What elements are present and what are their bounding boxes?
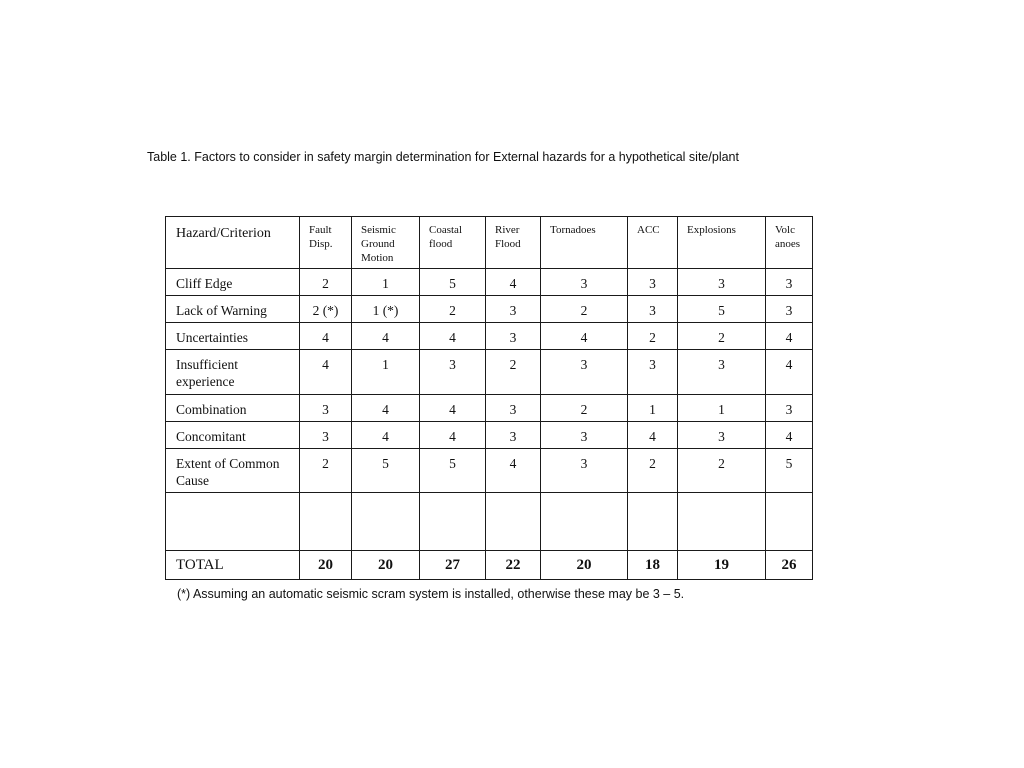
table-cell bbox=[541, 493, 628, 551]
table-cell: 4 bbox=[766, 350, 813, 395]
row-label-line: Combination bbox=[176, 402, 247, 417]
hazard-table bbox=[165, 216, 813, 580]
table-cell: 3 bbox=[628, 269, 678, 296]
table-cell: 4 bbox=[541, 323, 628, 350]
total-label: TOTAL bbox=[166, 551, 300, 580]
header-acc bbox=[628, 217, 678, 269]
header-explosions bbox=[678, 217, 766, 269]
header-label-line: ACC bbox=[637, 224, 660, 236]
header-river-flood bbox=[486, 217, 541, 269]
table-cell: 4 bbox=[766, 323, 813, 350]
header-fault-disp bbox=[300, 217, 352, 269]
table-cell: 3 bbox=[300, 395, 352, 422]
table-row bbox=[166, 323, 813, 350]
row-label bbox=[166, 395, 300, 422]
total-cell: 26 bbox=[766, 551, 813, 580]
table-cell: 3 bbox=[420, 350, 486, 395]
table-cell: 2 (*) bbox=[300, 296, 352, 323]
table-cell: 3 bbox=[541, 449, 628, 493]
table-cell: 3 bbox=[486, 422, 541, 449]
row-label-line: Insufficient bbox=[176, 357, 238, 372]
header-label-line: anoes bbox=[775, 238, 801, 250]
header-label-line: Disp. bbox=[309, 238, 333, 250]
table-row bbox=[166, 395, 813, 422]
table-cell: 3 bbox=[766, 269, 813, 296]
row-label-line: Extent of Common bbox=[176, 456, 280, 471]
table-cell: 1 (*) bbox=[352, 296, 420, 323]
table-cell: 4 bbox=[300, 350, 352, 395]
table-cell: 1 bbox=[352, 269, 420, 296]
table-cell: 2 bbox=[678, 449, 766, 493]
table-cell: 1 bbox=[678, 395, 766, 422]
table-cell: 5 bbox=[420, 269, 486, 296]
row-label bbox=[166, 296, 300, 323]
table-cell: 3 bbox=[678, 269, 766, 296]
table-cell: 4 bbox=[486, 269, 541, 296]
table-cell bbox=[486, 493, 541, 551]
header-label-line: Flood bbox=[495, 238, 521, 250]
header-label-line: Volc bbox=[775, 224, 795, 236]
table-cell: 3 bbox=[300, 422, 352, 449]
table-cell: 2 bbox=[541, 296, 628, 323]
table-cell: 4 bbox=[766, 422, 813, 449]
row-label-line: Lack of Warning bbox=[176, 303, 267, 318]
total-cell: 27 bbox=[420, 551, 486, 580]
table-cell: 4 bbox=[486, 449, 541, 493]
table-cell: 1 bbox=[628, 395, 678, 422]
table-cell bbox=[678, 493, 766, 551]
table-cell: 4 bbox=[352, 395, 420, 422]
total-cell: 19 bbox=[678, 551, 766, 580]
header-seismic-ground-motion bbox=[352, 217, 420, 269]
table-cell: 2 bbox=[420, 296, 486, 323]
table-cell: 5 bbox=[678, 296, 766, 323]
table-cell: 3 bbox=[541, 422, 628, 449]
table-cell: 5 bbox=[420, 449, 486, 493]
table-cell: 1 bbox=[352, 350, 420, 395]
header-tornadoes bbox=[541, 217, 628, 269]
table-cell bbox=[300, 493, 352, 551]
row-label bbox=[166, 269, 300, 296]
table-cell: 3 bbox=[678, 350, 766, 395]
table-cell: 2 bbox=[541, 395, 628, 422]
table-row bbox=[166, 449, 813, 493]
table-cell: 5 bbox=[352, 449, 420, 493]
header-hazard-criterion: Hazard/Criterion bbox=[166, 217, 300, 269]
table-row bbox=[166, 269, 813, 296]
table-cell: 4 bbox=[300, 323, 352, 350]
table-cell: 3 bbox=[541, 269, 628, 296]
header-label-line: Ground bbox=[361, 238, 395, 250]
table-cell bbox=[766, 493, 813, 551]
table-cell: 3 bbox=[766, 296, 813, 323]
header-label-line: Motion bbox=[361, 252, 394, 264]
row-label-line: Uncertainties bbox=[176, 330, 248, 345]
table-cell: 3 bbox=[486, 395, 541, 422]
row-label bbox=[166, 493, 300, 551]
table-row bbox=[166, 296, 813, 323]
table-cell: 4 bbox=[628, 422, 678, 449]
total-cell: 20 bbox=[541, 551, 628, 580]
table-cell: 4 bbox=[352, 323, 420, 350]
table-cell: 3 bbox=[486, 296, 541, 323]
table-cell: 2 bbox=[628, 449, 678, 493]
table-cell: 3 bbox=[766, 395, 813, 422]
table-row bbox=[166, 350, 813, 395]
header-label-line: Explosions bbox=[687, 224, 736, 236]
footnote: (*) Assuming an automatic seismic scram system is installed, otherwise these may be 3 – 5. bbox=[177, 587, 685, 601]
table-cell: 4 bbox=[420, 323, 486, 350]
row-label-line: experience bbox=[176, 374, 235, 389]
table-cell: 4 bbox=[420, 422, 486, 449]
row-label-line: Cause bbox=[176, 473, 209, 488]
header-label-line: River bbox=[495, 224, 520, 236]
header-label-line: Seismic bbox=[361, 224, 396, 236]
header-label-line: Fault bbox=[309, 224, 332, 236]
table-cell: 2 bbox=[300, 449, 352, 493]
header-row bbox=[166, 217, 813, 269]
row-label bbox=[166, 350, 300, 395]
total-row bbox=[166, 551, 813, 580]
table-cell: 2 bbox=[628, 323, 678, 350]
header-label-line: flood bbox=[429, 238, 453, 250]
table-cell: 2 bbox=[300, 269, 352, 296]
table-cell: 3 bbox=[541, 350, 628, 395]
total-cell: 22 bbox=[486, 551, 541, 580]
total-cell: 20 bbox=[352, 551, 420, 580]
row-label bbox=[166, 422, 300, 449]
total-cell: 18 bbox=[628, 551, 678, 580]
row-label-line: Concomitant bbox=[176, 429, 246, 444]
table-cell bbox=[420, 493, 486, 551]
header-label-line: Coastal bbox=[429, 224, 462, 236]
table-cell: 2 bbox=[486, 350, 541, 395]
table-cell: 4 bbox=[420, 395, 486, 422]
table-row bbox=[166, 422, 813, 449]
total-cell: 20 bbox=[300, 551, 352, 580]
table-cell: 3 bbox=[486, 323, 541, 350]
table-cell: 3 bbox=[628, 296, 678, 323]
row-label-line: Cliff Edge bbox=[176, 276, 233, 291]
table-cell: 4 bbox=[352, 422, 420, 449]
header-coastal-flood bbox=[420, 217, 486, 269]
table-cell: 5 bbox=[766, 449, 813, 493]
header-label-line: Tornadoes bbox=[550, 224, 596, 236]
table-cell: 3 bbox=[678, 422, 766, 449]
table-cell bbox=[352, 493, 420, 551]
table-caption: Table 1. Factors to consider in safety margin determination for External hazards for a hypothetical site/plant bbox=[147, 150, 739, 164]
header-volcanoes bbox=[766, 217, 813, 269]
row-label bbox=[166, 323, 300, 350]
table-cell: 3 bbox=[628, 350, 678, 395]
table-row bbox=[166, 493, 813, 551]
row-label bbox=[166, 449, 300, 493]
table-cell: 2 bbox=[678, 323, 766, 350]
table-cell bbox=[628, 493, 678, 551]
